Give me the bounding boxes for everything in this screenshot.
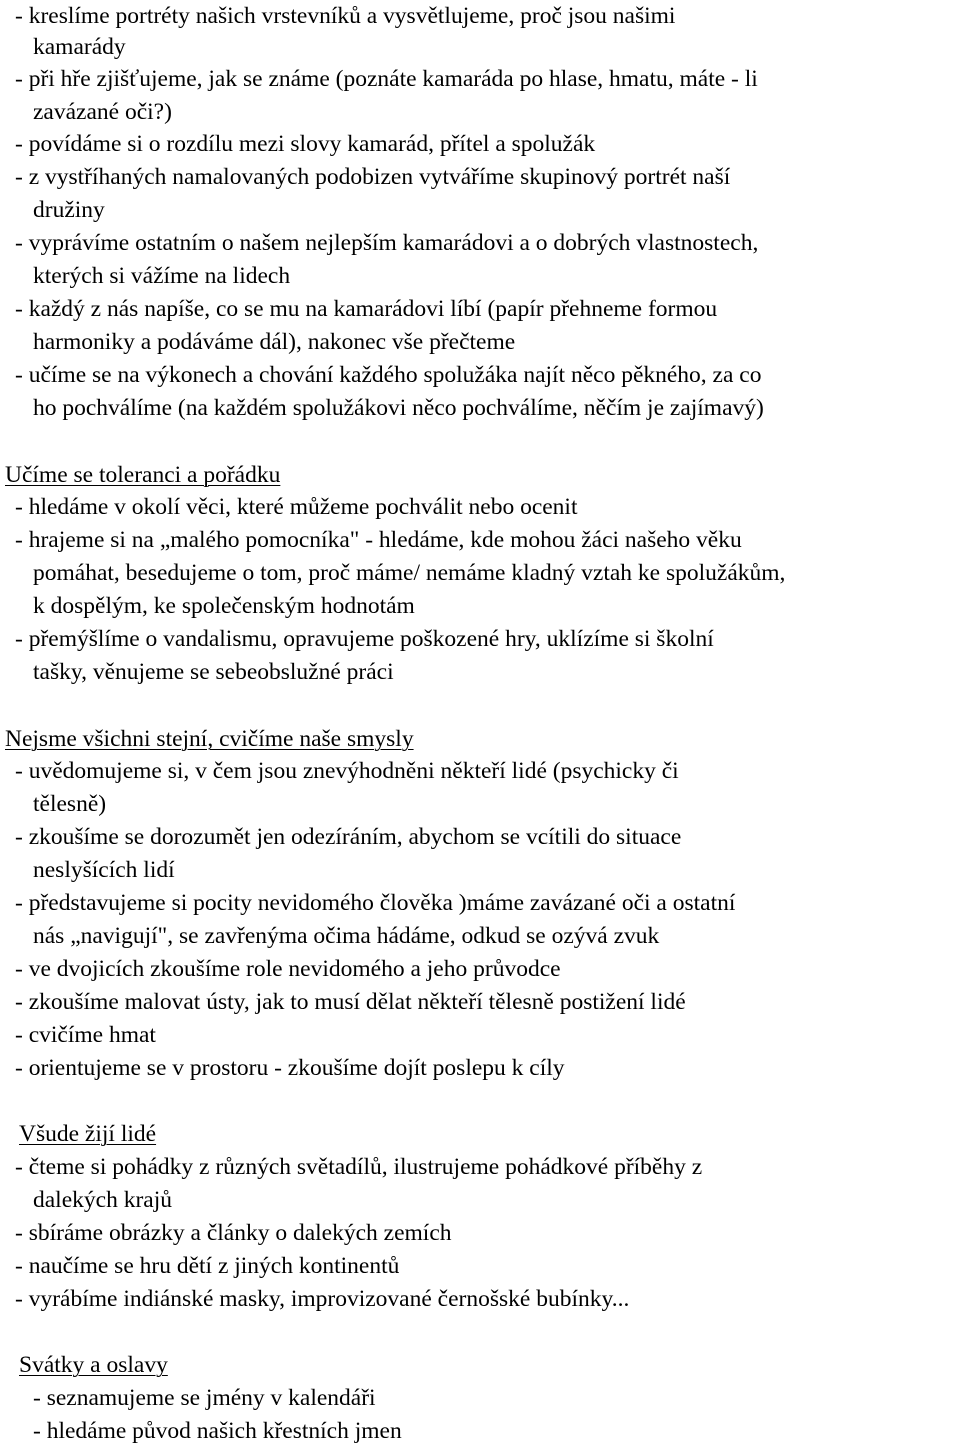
list-item: - hrajeme si na „malého pomocníka" - hledáme, kde mohou žáci našeho věku	[15, 527, 742, 553]
list-item: - zkoušíme se dorozumět jen odezíráním, abychom se vcítili do situace	[15, 824, 682, 850]
list-item-continuation: zavázané oči?)	[33, 99, 172, 125]
list-item-continuation: družiny	[33, 197, 105, 223]
list-item: - naučíme se hru dětí z jiných kontinentů	[15, 1253, 400, 1279]
list-item: - přemýšlíme o vandalismu, opravujeme poškozené hry, uklízíme si školní	[15, 626, 714, 652]
list-item: - čteme si pohádky z různých světadílů, ilustrujeme pohádkové příběhy z	[15, 1154, 703, 1180]
list-item: - zkoušíme malovat ústy, jak to musí dělat někteří tělesně postižení lidé	[15, 989, 686, 1015]
list-item: - každý z nás napíše, co se mu na kamarádovi líbí (papír přehneme formou	[15, 296, 718, 322]
list-item-continuation: harmoniky a podáváme dál), nakonec vše přečteme	[33, 329, 516, 355]
section-heading-tolerance: Učíme se toleranci a pořádku	[5, 462, 281, 488]
list-item: - při hře zjišťujeme, jak se známe (poznáte kamaráda po hlase, hmatu, máte - li	[15, 66, 758, 92]
list-item: - povídáme si o rozdílu mezi slovy kamarád, přítel a spolužák	[15, 131, 596, 157]
list-item: - hledáme původ našich křestních jmen	[33, 1418, 402, 1444]
list-item: - cvičíme hmat	[15, 1022, 156, 1048]
list-item-continuation: tašky, věnujeme se sebeobslužné práci	[33, 659, 394, 685]
list-item: - kreslíme portréty našich vrstevníků a vysvětlujeme, proč jsou našimi	[15, 3, 676, 29]
list-item: - hledáme v okolí věci, které můžeme pochválit nebo ocenit	[15, 494, 578, 520]
list-item: - seznamujeme se jmény v kalendáři	[33, 1385, 376, 1411]
list-item-continuation: k dospělým, ke společenským hodnotám	[33, 593, 415, 619]
list-item: - představujeme si pocity nevidomého člověka )máme zavázané oči a ostatní	[15, 890, 736, 916]
list-item-continuation: nás „navigují", se zavřenýma očima hádáme, odkud se ozývá zvuk	[33, 923, 660, 949]
list-item: - ve dvojicích zkoušíme role nevidomého a jeho průvodce	[15, 956, 561, 982]
list-item: - vyprávíme ostatním o našem nejlepším kamarádovi a o dobrých vlastnostech,	[15, 230, 759, 256]
section-heading-holidays: Svátky a oslavy	[19, 1352, 168, 1378]
list-item: - sbíráme obrázky a články o dalekých zemích	[15, 1220, 452, 1246]
section-heading-senses: Nejsme všichni stejní, cvičíme naše smysly	[5, 726, 414, 752]
list-item-continuation: kamarády	[33, 34, 126, 60]
list-item: - z vystříhaných namalovaných podobizen vytváříme skupinový portrét naší	[15, 164, 731, 190]
section-heading-people: Všude žijí lidé	[19, 1121, 157, 1147]
list-item: - učíme se na výkonech a chování každého spolužáka najít něco pěkného, za co	[15, 362, 762, 388]
list-item-continuation: tělesně)	[33, 791, 107, 817]
list-item: - orientujeme se v prostoru - zkoušíme dojít poslepu k cíly	[15, 1055, 565, 1081]
list-item-continuation: kterých si vážíme na lidech	[33, 263, 291, 289]
list-item-continuation: ho pochválíme (na každém spolužákovi něco pochválíme, něčím je zajímavý)	[33, 395, 764, 421]
list-item-continuation: dalekých krajů	[33, 1187, 172, 1213]
list-item: - uvědomujeme si, v čem jsou znevýhodněni někteří lidé (psychicky či	[15, 758, 679, 784]
list-item-continuation: neslyšících lidí	[33, 857, 175, 883]
list-item-continuation: pomáhat, besedujeme o tom, proč máme/ nemáme kladný vztah ke spolužákům,	[33, 560, 786, 586]
list-item: - vyrábíme indiánské masky, improvizované černošské bubínky...	[15, 1286, 630, 1312]
